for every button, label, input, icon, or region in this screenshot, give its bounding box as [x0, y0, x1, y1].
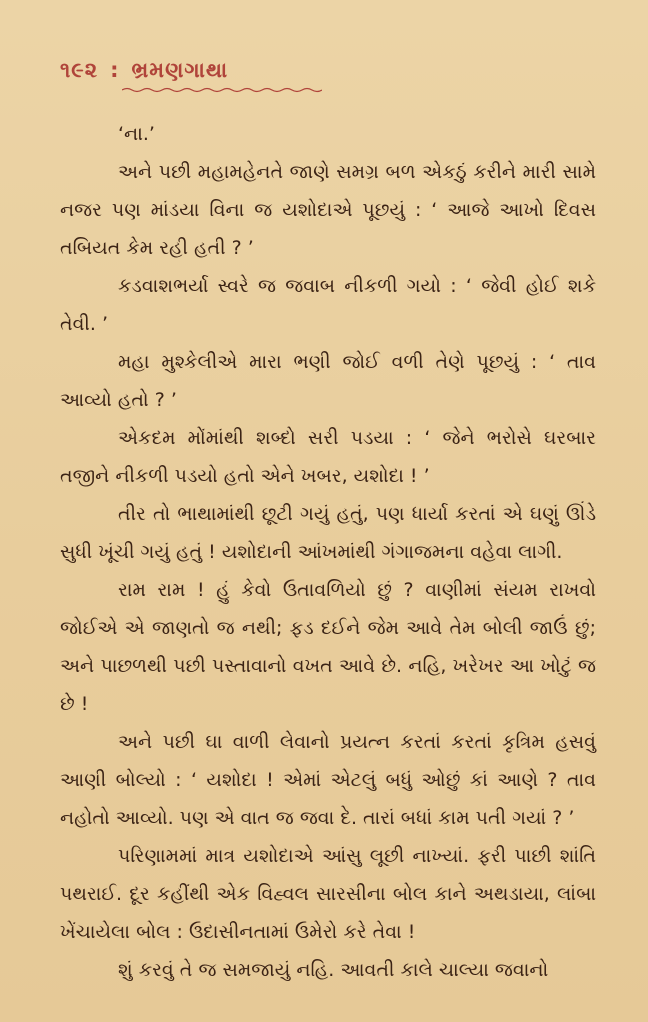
paragraph-1: ‘ના.’ — [118, 123, 155, 145]
page-body — [60, 115, 596, 989]
paragraph-5: એકદમ મોંમાંથી શબ્દો સરી પડયા : ‘ જેને ભરોસે ઘરબાર તજીને નીકળી પડયો હતો એને ખબર, યશોદા ! ’ — [60, 427, 596, 487]
header-underline — [122, 87, 322, 93]
book-title: ભ્રમણગાથા — [131, 58, 229, 82]
paragraph-7: રામ રામ ! હું કેવો ઉતાવળિયો છું ? વાણીમાં સંયમ રાખવો જોઈએ એ જાણતો જ નથી; ફડ દઈને જેમ આવે તેમ બોલી જાઉં છું; અને પાછળથી પછી પસ્તાવાનો વખત આવે છે. નહિ, ખરેખર આ ખોટું જ છે ! — [60, 579, 596, 715]
header-separator: : — [110, 58, 120, 82]
paragraph-4: મહા મુશ્કેલીએ મારા ભણી જોઈ વળી તેણે પૂછયું : ‘ તાવ આવ્યો હતો ? ’ — [60, 351, 596, 411]
paragraph-2: અને પછી મહામહેનતે જાણે સમગ્ર બળ એકઠું કરીને મારી સામે નજર પણ માંડયા વિના જ યશોદાએ પૂછયું : ‘ આજે આખો દિવસ તબિયત કેમ રહી હતી ? ’ — [60, 161, 596, 259]
paragraph-10: શું કરવું તે જ સમજાયું નહિ. આવતી કાલે ચાલ્યા જવાનો — [118, 959, 549, 981]
paragraph-6: તીર તો ભાથામાંથી છૂટી ગયું હતું, પણ ધાર્યા કરતાં એ ઘણું ઊંડે સુધી ખૂંચી ગયું હતું ! યશોદાની આંખમાંથી ગંગાજમના વહેવા લાગી. — [60, 503, 596, 563]
running-header — [60, 58, 596, 83]
paragraph-3: કડવાશભર્યા સ્વરે જ જવાબ નીકળી ગયો : ‘ જેવી હોઈ શકે તેવી. ’ — [60, 275, 596, 335]
paragraph-9: પરિણામમાં માત્ર યશોદાએ આંસુ લૂછી નાખ્યાં. ફરી પાછી શાંતિ પથરાઈ. દૂર કહીંથી એક વિહ્વલ સારસીના બોલ કાને અથડાયા, લાંબા ખેંચાયેલા બોલ : ઉદાસીનતામાં ઉમેરો કરે તેવા ! — [60, 845, 596, 943]
paragraph-8: અને પછી ઘા વાળી લેવાનો પ્રયત્ન કરતાં કરતાં કૃત્રિમ હસવું આણી બોલ્યો : ‘ યશોદા ! એમાં એટલું બધું ઓછું કાં આણે ? તાવ નહોતો આવ્યો. પણ એ વાત જ જવા દે. તારાં બધાં કામ પતી ગયાં ? ’ — [60, 731, 596, 829]
page-number: ૧૯૨ — [60, 58, 99, 82]
